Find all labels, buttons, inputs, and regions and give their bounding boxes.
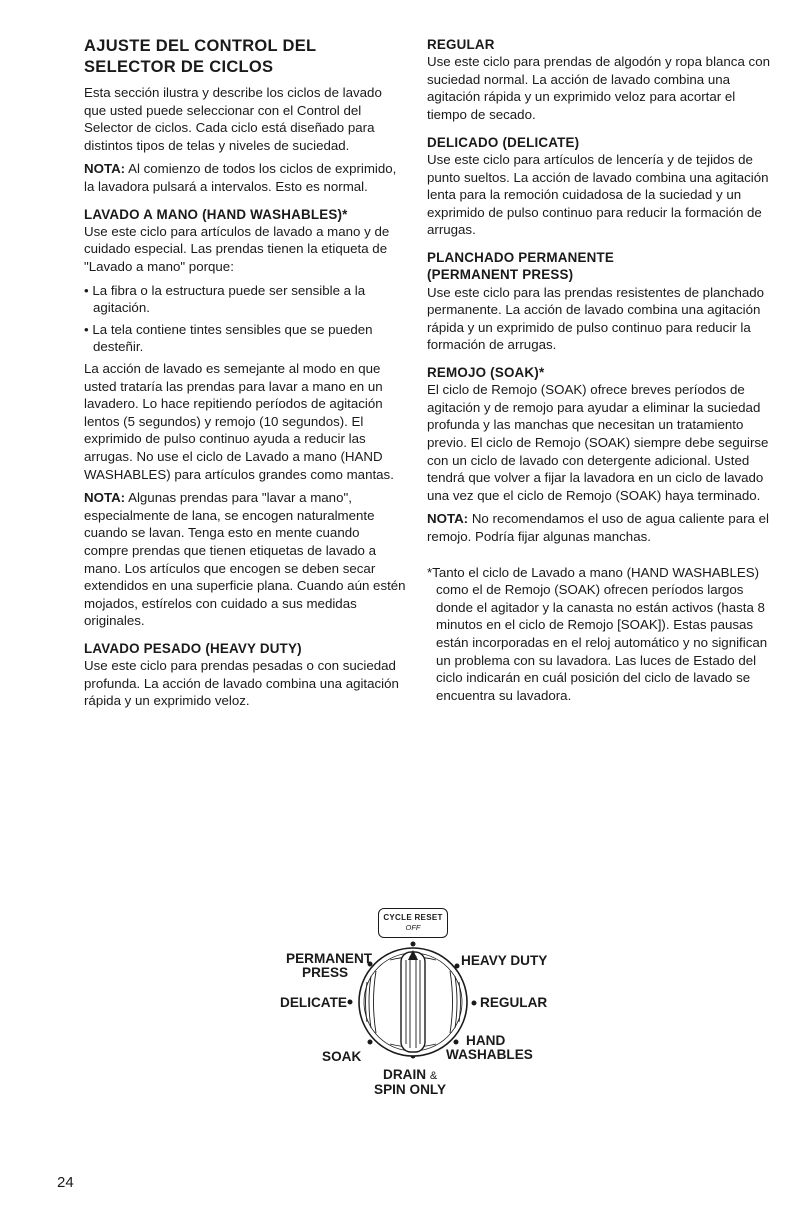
left-column bbox=[84, 36, 406, 720]
hand-washables-bullets bbox=[84, 282, 406, 356]
title-line-1: AJUSTE DEL CONTROL DEL bbox=[84, 37, 317, 55]
cycle-reset-label: CYCLE RESET bbox=[383, 913, 443, 922]
dial-label-soak: SOAK bbox=[322, 1049, 362, 1064]
delicate-heading: DELICADO (DELICATE) bbox=[427, 134, 580, 150]
dial-label-ampersand: & bbox=[429, 1070, 438, 1082]
hand-washables-text-2: La acción de lavado es semejante al modo en que usted trataría las prendas para lavar a mano en un lavadero. Lo hace repitiendo períodos de agitación lentos (5 segundos) y remojo (10 segundos). El exprimido de pulso continuo ayuda a reducir las arrugas. No use el ciclo de Lavado a mano (HAND WASHABLES) para artículos grandes como mantas. bbox=[84, 361, 394, 482]
note-label: NOTA: bbox=[84, 490, 126, 506]
dial-label-washables: WASHABLES bbox=[446, 1047, 533, 1062]
cycle-selector-dial-figure bbox=[240, 908, 560, 1128]
note-label: NOTA: bbox=[84, 161, 126, 177]
dial-label-permanent: PERMANENT bbox=[286, 951, 373, 966]
note-text: No recomendamos el uso de agua caliente para el remojo. Podría fijar algunas manchas. bbox=[427, 511, 769, 544]
heavy-duty-heading: LAVADO PESADO (HEAVY DUTY) bbox=[84, 640, 302, 656]
note-wool bbox=[84, 489, 406, 630]
soak-text: El ciclo de Remojo (SOAK) ofrece breves períodos de agitación y de remojo para ayudar a eliminar la suciedad profunda y las manchas que necesitan un tratamiento previo. El ciclo de Remojo (SOAK) siempre debe seguirse con un ciclo de lavado con detergente adicional. Usted tendrá que volver a fijar la lavadora en un ciclo de lavado una vez que el ciclo de Remojo (SOAK) haya terminado. bbox=[427, 382, 769, 503]
heavy-duty-text: Use este ciclo para prendas pesadas o con suciedad profunda. La acción de lavado combina una agitación rápida y un exprimido veloz. bbox=[84, 658, 399, 709]
regular-heading: REGULAR bbox=[427, 37, 495, 52]
footnote: *Tanto el ciclo de Lavado a mano (HAND WASHABLES) como el de Remojo (SOAK) ofrecen períodos largos donde el agitador y la canasta no están activos (hasta 8 minutos en el ciclo de Remojo [SOAK]). Estas pausas están incorporadas en el reloj automático y no significan un problema con su lavadora. Las luces de Estado del ciclo indicarán en cuál posición del ciclo de lavado se encuentra su lavadora. bbox=[427, 564, 768, 703]
dial-label-hand: HAND bbox=[466, 1033, 506, 1048]
section-cycle-selector bbox=[84, 36, 406, 196]
pp-heading-line-2: (PERMANENT PRESS) bbox=[427, 267, 574, 283]
right-column bbox=[427, 36, 772, 710]
note-pulse bbox=[84, 160, 406, 195]
section-heavy-duty bbox=[84, 640, 406, 710]
permanent-press-text: Use este ciclo para las prendas resistentes de planchado permanente. La acción de lavado combina una agitación rápida y un exprimido de pulso continuo para reducir la formación de arrugas. bbox=[427, 284, 765, 353]
dial-label-press: PRESS bbox=[302, 965, 349, 980]
list-item: • La fibra o la estructura puede ser sensible a la agitación. bbox=[84, 282, 406, 317]
dial-label-heavy-duty: HEAVY DUTY bbox=[461, 953, 548, 968]
hand-washables-heading: LAVADO A MANO (HAND WASHABLES)* bbox=[84, 206, 348, 222]
delicate-text: Use este ciclo para artículos de lencería y de tejidos de punto sueltos. La acción de lavado combina una agitación lenta para la remoción cuidadosa de la suciedad y un exprimido de pulso continuo para reducir la formación de arrugas. bbox=[427, 151, 769, 238]
section-delicate bbox=[427, 134, 772, 239]
page-number: 24 bbox=[57, 1174, 74, 1191]
title-line-2: SELECTOR DE CICLOS bbox=[84, 58, 274, 76]
off-label: OFF bbox=[405, 923, 421, 932]
note-text: Algunas prendas para "lavar a mano", especialmente de lana, se encogen naturalmente cuando se lavan. Tenga esto en mente cuando compre prendas que tienen etiquetas de lavado a mano. Los artículos que encogen se deben secar extendidos en una superficie plana. Cuando aún estén mojados, estírelos con cuidado a sus medidas originales. bbox=[84, 490, 406, 629]
pp-heading-line-1: PLANCHADO PERMANENTE bbox=[427, 249, 615, 265]
section-soak bbox=[427, 364, 772, 546]
page-title bbox=[84, 36, 406, 78]
dial-label-drain-word: DRAIN bbox=[383, 1067, 427, 1082]
regular-text: Use este ciclo para prendas de algodón y ropa blanca con suciedad normal. La acción de lavado combina una agitación rápida y un exprimido veloz para acortar el tiempo de secado. bbox=[427, 54, 770, 123]
dial-label-delicate: DELICATE bbox=[280, 995, 347, 1010]
section-permanent-press bbox=[427, 249, 772, 354]
dial-label-drain bbox=[383, 1068, 437, 1083]
section-hand-washables bbox=[84, 206, 406, 630]
list-item: • La tela contiene tintes sensibles que se pueden desteñir. bbox=[84, 321, 406, 356]
soak-heading: REMOJO (SOAK)* bbox=[427, 364, 545, 380]
note-text: Al comienzo de todos los ciclos de exprimido, la lavadora pulsará a intervalos. Esto es normal. bbox=[84, 161, 397, 194]
permanent-press-heading bbox=[427, 249, 772, 284]
dial-label-spin-only: SPIN ONLY bbox=[374, 1082, 447, 1097]
note-hot-water bbox=[427, 510, 772, 545]
section-regular bbox=[427, 36, 772, 124]
intro-paragraph: Esta sección ilustra y describe los ciclos de lavado que usted puede seleccionar con el Control del Selector de ciclos. Cada ciclo está diseñado para distintos tipos de telas y niveles de suciedad. bbox=[84, 85, 382, 153]
hand-washables-text: Use este ciclo para artículos de lavado a mano y de cuidado especial. Las prendas tienen la etiqueta de "Lavado a mano" porque: bbox=[84, 223, 390, 275]
note-label: NOTA: bbox=[427, 511, 469, 527]
dial-label-regular: REGULAR bbox=[480, 995, 548, 1010]
